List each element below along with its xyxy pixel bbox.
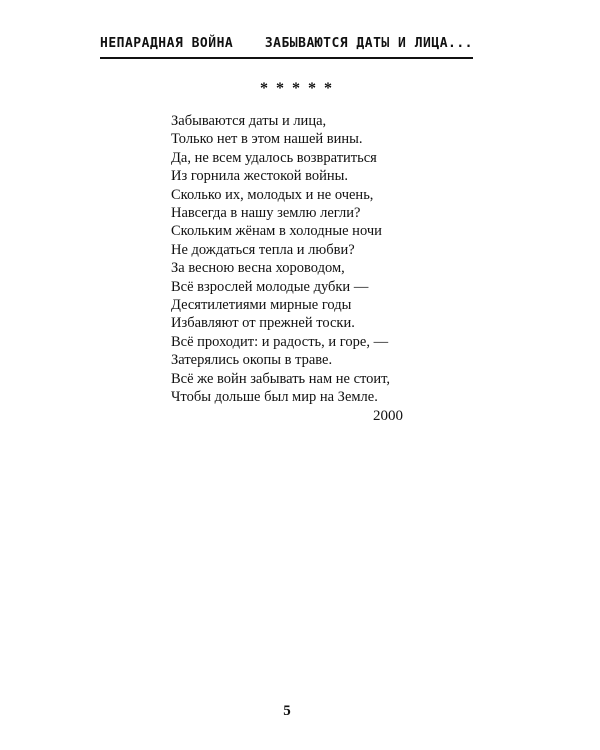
poem-line: Из горнила жестокой войны. [171,168,349,185]
poem-year: 2000 [373,408,403,424]
poem-line: За весною весна хороводом, [171,260,345,277]
poem-line: Забываются даты и лица, [171,113,327,129]
poem-line: Всё взрослей молодые дубки — [171,278,369,295]
poem-line: Сколько их, молодых и не очень, [171,186,374,203]
poem-line: Избавляют от прежней тоски. [171,315,355,332]
header-rule [100,57,473,59]
page-number: 5 [283,703,291,719]
poem-line: Навсегда в нашу землю легли? [171,205,361,222]
poem-line: Всё проходит: и радость, и горе, — [171,333,389,350]
poem-line: Десятилетиями мирные годы [171,297,352,314]
poem-line: Не дождаться тепла и любви? [171,241,355,258]
poem-line: Чтобы дольше был мир на Земле. [171,389,378,406]
poem-line: Скольким жёнам в холодные ночи [171,223,382,240]
poem-line: Только нет в этом нашей вины. [171,131,363,148]
poem-line: Всё же войн забывать нам не стоит, [171,370,391,387]
book-title: НЕПАРАДНАЯ ВОЙНА [100,36,234,51]
poem-text [171,112,411,407]
running-header [100,31,473,51]
stars-separator: ***** [260,80,340,97]
poem-line: Да, не всем удалось возвратиться [171,149,377,166]
poem-title: ЗАБЫВАЮТСЯ ДАТЫ И ЛИЦА... [264,36,473,51]
poem-line: Затерялись окопы в траве. [171,352,333,369]
